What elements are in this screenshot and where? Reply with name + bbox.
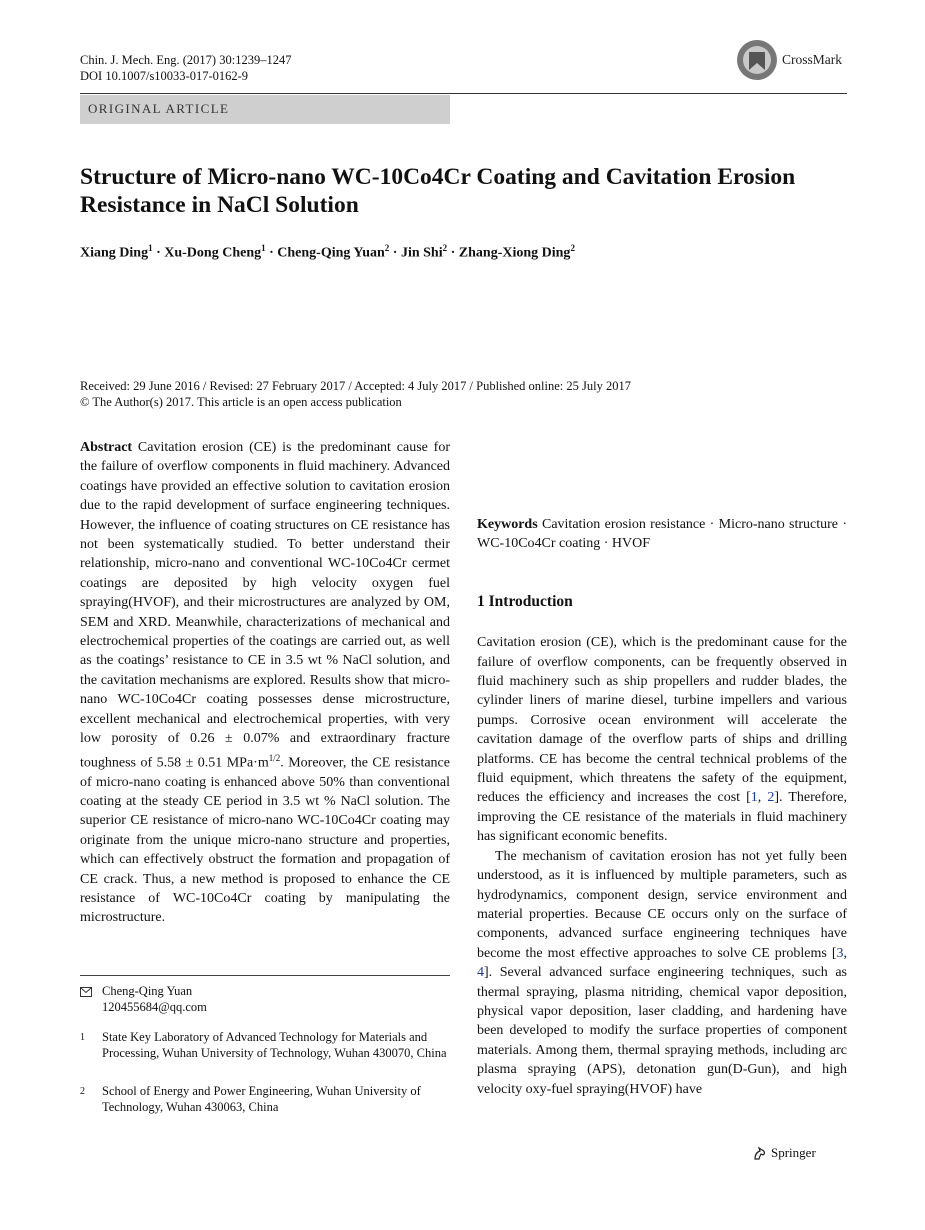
author-name[interactable]: Zhang-Xiong Ding bbox=[458, 245, 571, 261]
citation-link[interactable]: 3 bbox=[836, 945, 844, 961]
abstract-heading: Abstract bbox=[80, 440, 133, 455]
doi[interactable]: DOI 10.1007/s10033-017-0162-9 bbox=[80, 69, 249, 83]
journal-citation: Chin. J. Mech. Eng. (2017) 30:1239–1247 bbox=[80, 53, 292, 67]
paragraph-text: The mechanism of cavitation erosion has not yet fully been understood, as it is influenced by multiple parameters, such as hydrodynamics, component design, service environment and material properties. Because CE occurs only on the surface of components, advanced surface engineering techniques have become the most effective approaches to solve CE problems [ bbox=[477, 848, 847, 961]
affiliation-text: School of Energy and Power Engineering, Wuhan University of Technology, Wuhan 430063, China bbox=[102, 1084, 421, 1114]
affiliation-text: State Key Laboratory of Advanced Technology for Materials and Processing, Wuhan University of Technology, Wuhan 430070, China bbox=[102, 1030, 447, 1060]
crossmark-badge[interactable] bbox=[736, 38, 848, 82]
paragraph-text: ]. Therefore, improving the CE resistance of the materials in fluid machinery has significant economic benefits. bbox=[477, 790, 848, 845]
author-affiliation-mark: 1 bbox=[148, 243, 153, 253]
publication-dates bbox=[80, 378, 847, 410]
citation-link[interactable]: 2 bbox=[767, 790, 775, 806]
open-access-note: © The Author(s) 2017. This article is an open access publication bbox=[80, 395, 402, 409]
affiliation-number: 1 bbox=[80, 1032, 85, 1043]
abstract bbox=[80, 438, 450, 928]
author-name[interactable]: Cheng-Qing Yuan bbox=[277, 245, 385, 261]
author-affiliation-mark: 2 bbox=[570, 243, 575, 253]
intro-paragraph-1 bbox=[477, 633, 847, 846]
author-separator: · bbox=[389, 245, 401, 261]
affiliation-1 bbox=[80, 1030, 450, 1061]
intro-paragraph-2 bbox=[477, 847, 847, 1099]
affiliation-2 bbox=[80, 1084, 450, 1115]
citation-link[interactable]: 4 bbox=[477, 965, 484, 981]
article-title: Structure of Micro-nano WC-10Co4Cr Coating and Cavitation Erosion Resistance in NaCl Solution bbox=[80, 164, 796, 218]
envelope-icon bbox=[80, 987, 92, 997]
corresponding-author bbox=[80, 984, 450, 1015]
author-separator: · bbox=[265, 245, 278, 261]
abstract-text: Cavitation erosion (CE) is the predominant cause for the failure of overflow components in fluid machinery. Advanced coatings have provided an effective solution to cavitation erosion due to the rapid development of surface engineering techniques. However, the influence of coating structures on CE resistance has not been systematically studied. To better understand their relationship, micro-nano and conventional WC-10Co4Cr cermet coatings are deposited by high velocity oxygen fuel spraying(HVOF), and their microstructures are analyzed by OM, SEM and XRD. Meanwhile, characterizations of mechanical and electrochemical properties of the coatings are carried out, as well as the coatings’ resistance to CE in 3.5 wt % NaCl solution, and the cavitation mechanisms are explored. Results show that micro-nano WC-10Co4Cr coating possesses dense microstructure, excellent mechanical and electrochemical properties, with very low porosity of 0.26 ± 0.07% and extraordinary fracture toughness of 5.58 ± 0.51 MPa·m bbox=[80, 440, 450, 771]
keywords-heading: Keywords bbox=[477, 517, 538, 532]
abstract-exponent: 1/2 bbox=[268, 752, 281, 763]
citation-separator: , bbox=[757, 790, 768, 806]
keywords bbox=[477, 515, 847, 554]
footnote-rule bbox=[80, 975, 450, 976]
citation-link[interactable]: 1 bbox=[750, 790, 758, 806]
paragraph-text: Cavitation erosion (CE), which is the predominant cause for the failure of overflow components, can be frequently observed in fluid machinery such as ship propellers and rudder blades, the cylinder liners of marine diesel, turbine impellers and various pumps. Corrosive ocean environment will accelerate the cavitation damage of the overflow parts of ships and drilling platforms. CE has become the central technical problems of the fluid equipment, which threatens the safety of the equipment, reduces the efficiency and increases the cost [ bbox=[477, 635, 847, 806]
author-affiliation-mark: 1 bbox=[261, 243, 266, 253]
corresponding-email[interactable]: 120455684@qq.com bbox=[102, 999, 207, 1014]
author-list bbox=[80, 243, 847, 262]
crossmark-label: CrossMark bbox=[782, 52, 842, 67]
affiliation-number: 2 bbox=[80, 1086, 85, 1097]
author-separator: · bbox=[447, 245, 459, 261]
section-heading: 1 Introduction bbox=[477, 592, 573, 610]
article-type-banner bbox=[80, 95, 450, 124]
left-column bbox=[80, 438, 450, 928]
paragraph-text: ]. Several advanced surface engineering techniques, such as thermal spraying, plasma nitriding, chemical vapor deposition, physical vapor deposition, laser cladding, and hardening have been developed to modify the surface properties of component materials. Among them, thermal spraying methods, including arc plasma spraying (APS), detonation gun(D-Gun), and high velocity oxy-fuel spraying(HVOF) have bbox=[477, 965, 847, 1097]
header-rule bbox=[80, 93, 847, 94]
author-separator: · bbox=[152, 245, 165, 261]
journal-info bbox=[80, 52, 291, 84]
author-name[interactable]: Jin Shi bbox=[400, 245, 443, 261]
history-dates: Received: 29 June 2016 / Revised: 27 February 2017 / Accepted: 4 July 2017 / Published online: 25 July 2017 bbox=[80, 379, 631, 393]
author-affiliation-mark: 2 bbox=[384, 243, 390, 253]
publisher-name: Springer bbox=[771, 1145, 816, 1160]
abstract-text-continued: . Moreover, the CE resistance of micro-nano coating is enhanced above 50% than conventional coating at the steady CE period in 3.5 wt % NaCl solution. The superior CE resistance of micro-nano WC-10Co4Cr coating may originate from the unique micro-nano structure and properties, which can effectively obstruct the formation and propagation of CE crack. Thus, a new method is proposed to enhance the CE resistance of WC-10Co4Cr coating by manipulating the microstructure. bbox=[80, 755, 450, 926]
crossmark-icon bbox=[736, 39, 778, 81]
author-name[interactable]: Xiang Ding bbox=[80, 245, 149, 261]
author-name[interactable]: Xu-Dong Cheng bbox=[164, 245, 262, 261]
citation-separator: , bbox=[843, 945, 847, 961]
author-affiliation-mark: 2 bbox=[442, 243, 448, 253]
corresponding-name: Cheng-Qing Yuan bbox=[102, 984, 193, 998]
keywords-text: Cavitation erosion resistance · Micro-nano structure · WC-10Co4Cr coating · HVOF bbox=[477, 517, 847, 552]
springer-horse-icon bbox=[752, 1145, 768, 1161]
article-type-label: ORIGINAL ARTICLE bbox=[88, 101, 230, 116]
publisher-logo bbox=[752, 1145, 816, 1161]
right-column bbox=[477, 438, 847, 1099]
